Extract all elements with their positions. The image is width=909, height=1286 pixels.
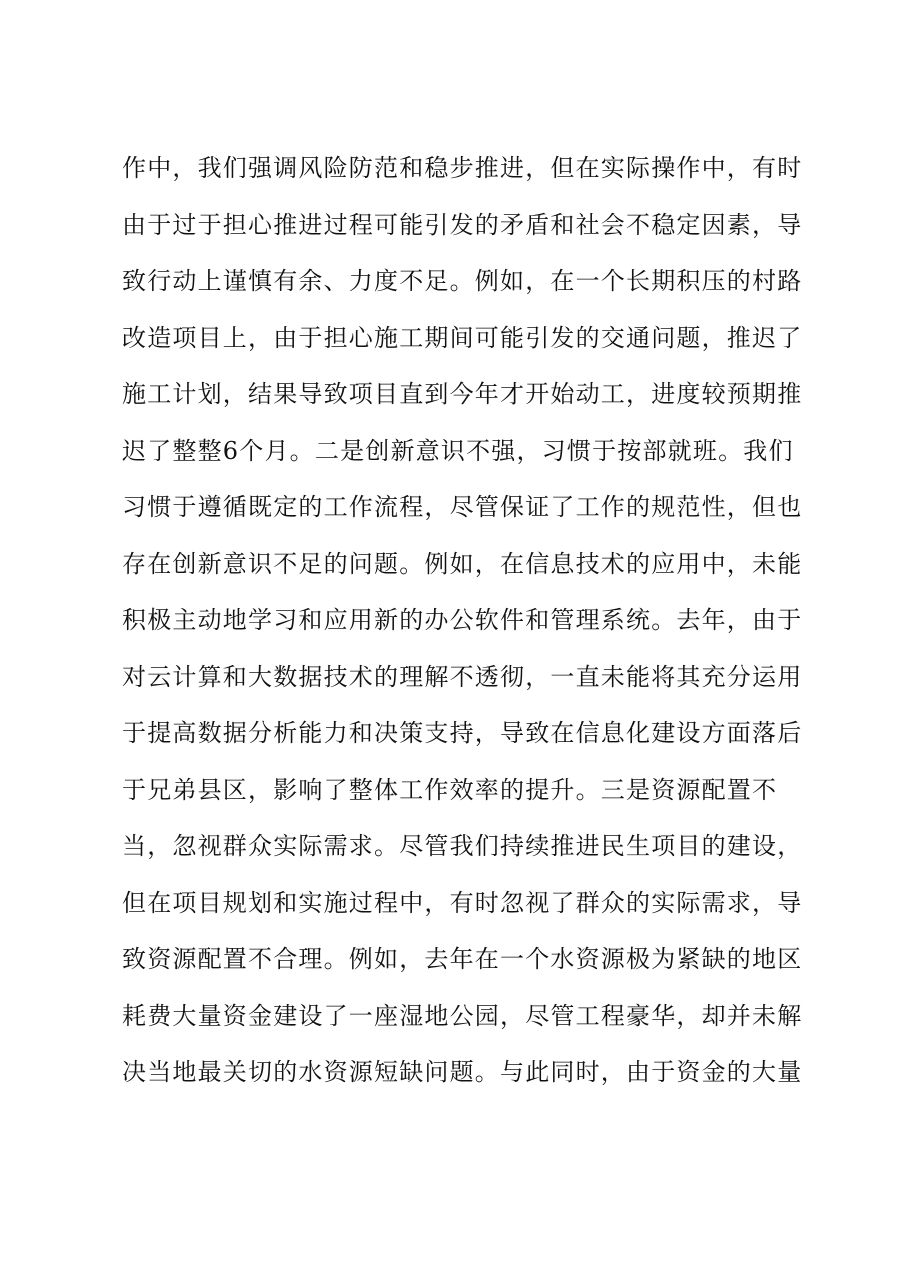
text-line: 迟了整整6个月。二是创新意识不强，习惯于按部就班。我们 bbox=[122, 436, 794, 465]
text-line: 由于过于担心推进过程可能引发的矛盾和社会不稳定因素，导 bbox=[122, 210, 803, 239]
text-line: 决当地最关切的水资源短缺问题。与此同时，由于资金的大量 bbox=[122, 1058, 803, 1086]
text-line: 于提高数据分析能力和决策支持，导致在信息化建设方面落后 bbox=[122, 719, 803, 747]
text-line: 致行动上谨慎有余、力度不足。例如，在一个长期积压的村路 bbox=[122, 267, 803, 295]
text-line: 存在创新意识不足的问题。例如，在信息技术的应用中，未能 bbox=[122, 549, 803, 578]
text-line: 作中，我们强调风险防范和稳步推进，但在实际操作中，有时 bbox=[122, 154, 803, 182]
text-line: 耗费大量资金建设了一座湿地公园，尽管工程豪华，却并未解 bbox=[122, 1001, 803, 1030]
text-line: 致资源配置不合理。例如，去年在一个水资源极为紧缺的地区 bbox=[122, 945, 803, 973]
body-paragraph bbox=[122, 140, 803, 1101]
text-line: 但在项目规划和实施过程中，有时忽视了群众的实际需求，导 bbox=[122, 888, 803, 917]
text-line: 积极主动地学习和应用新的办公软件和管理系统。去年，由于 bbox=[122, 606, 803, 634]
text-line: 对云计算和大数据技术的理解不透彻，一直未能将其充分运用 bbox=[122, 662, 803, 691]
text-line: 施工计划，结果导致项目直到今年才开始动工，进度较预期推 bbox=[122, 380, 803, 408]
text-line: 改造项目上，由于担心施工期间可能引发的交通问题，推迟了 bbox=[122, 323, 803, 352]
text-line: 当，忽视群众实际需求。尽管我们持续推进民生项目的建设， bbox=[122, 832, 803, 860]
text-line: 于兄弟县区，影响了整体工作效率的提升。三是资源配置不 bbox=[122, 775, 778, 804]
text-line: 习惯于遵循既定的工作流程，尽管保证了工作的规范性，但也 bbox=[122, 493, 803, 521]
